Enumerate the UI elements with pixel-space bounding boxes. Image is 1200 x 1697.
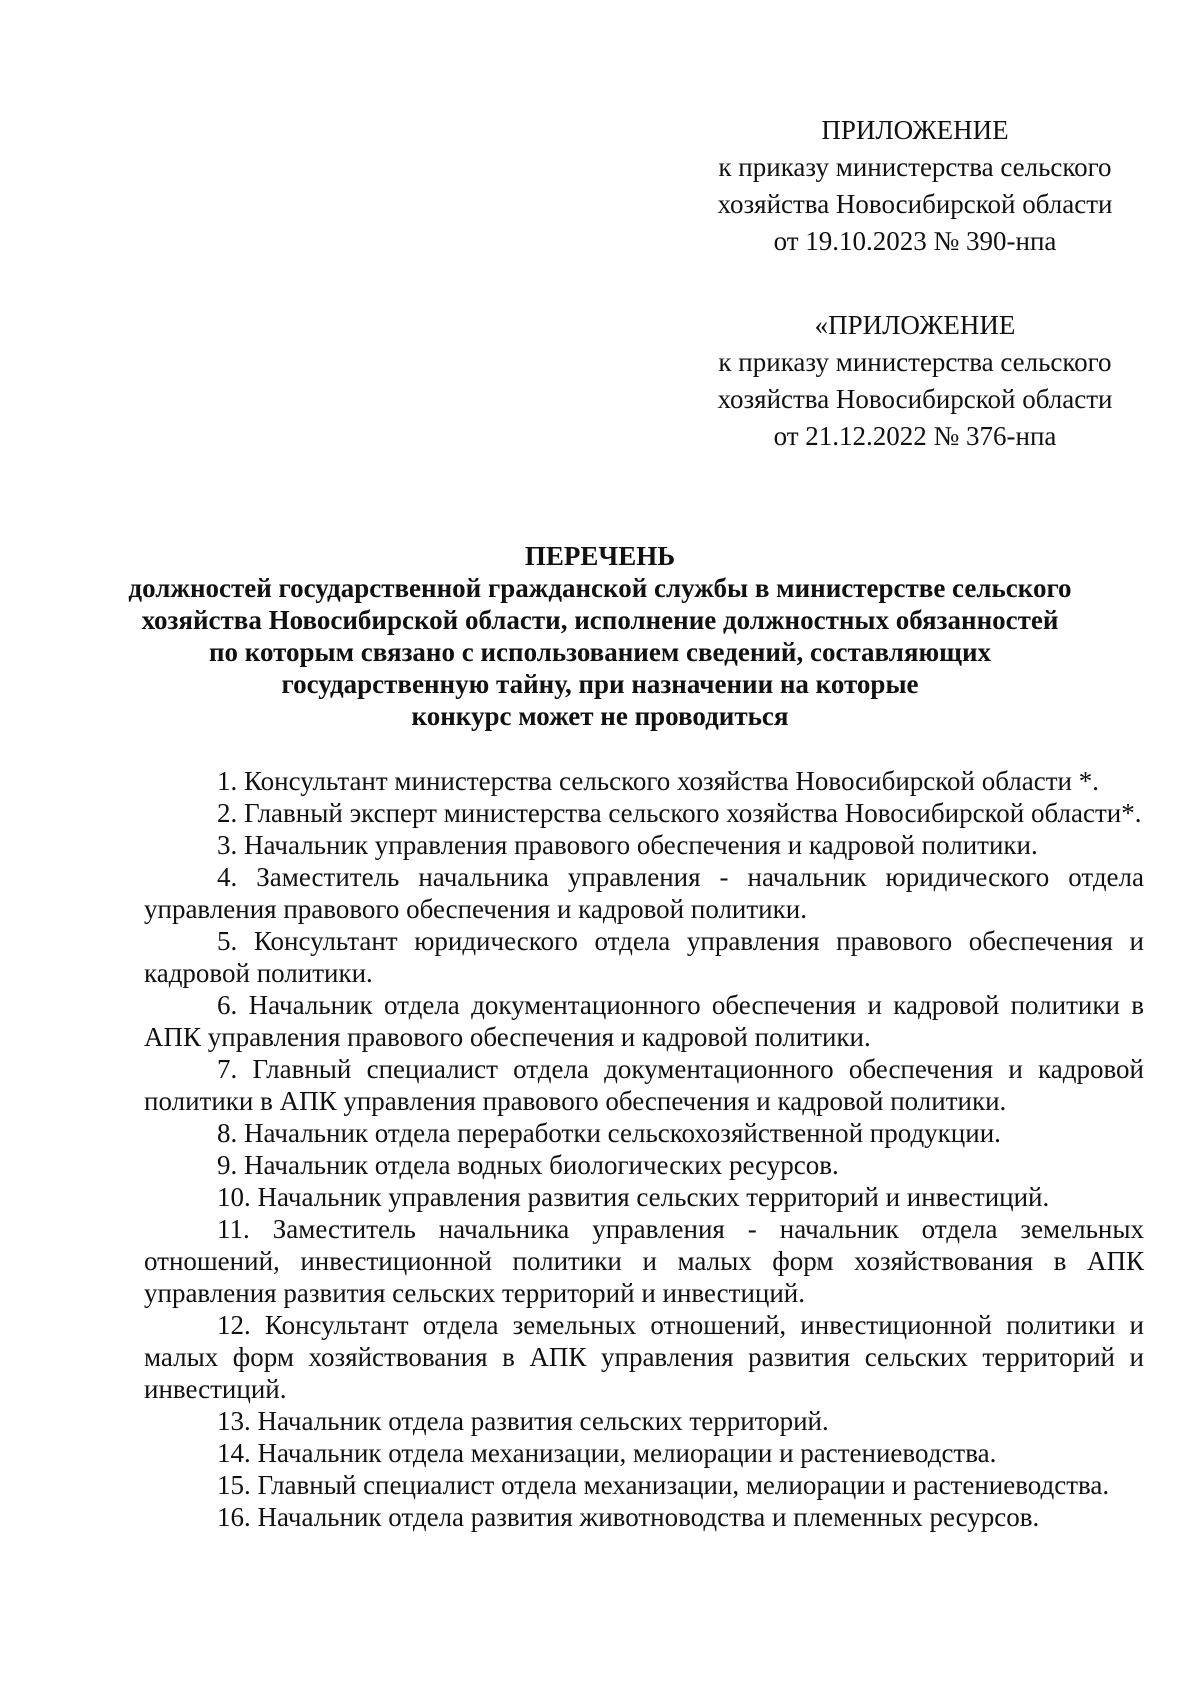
item-number: 13. (217, 1406, 251, 1436)
item-number: 10. (217, 1182, 251, 1212)
list-item (144, 861, 1144, 925)
item-number: 3. (217, 830, 238, 860)
appendix-heading: ПРИЛОЖЕНИЕ (821, 115, 1009, 145)
list-item (144, 1053, 1144, 1117)
list-item (144, 1309, 1144, 1405)
positions-list (144, 765, 1144, 1533)
document-title (100, 540, 1100, 732)
item-text: Главный специалист отдела механизации, мелиорации и растениеводства. (257, 1470, 1110, 1500)
item-text: Главный специалист отдела документационного обеспечения и кадровой политики в АПК управления правового обеспечения и кадровой политики. (144, 1054, 1145, 1116)
item-number: 16. (217, 1502, 251, 1532)
title-line: государственную тайну, при назначении на которые (281, 669, 919, 699)
list-item (144, 1405, 1144, 1437)
item-text: Начальник управления развития сельских территорий и инвестиций. (257, 1182, 1050, 1212)
item-number: 15. (217, 1470, 251, 1500)
item-number: 4. (217, 862, 238, 892)
item-number: 5. (217, 926, 238, 956)
item-number: 7. (217, 1054, 238, 1084)
item-number: 6. (217, 990, 238, 1020)
list-item (144, 797, 1144, 829)
appendix-order-reference: от 19.10.2023 № 390-нпа (773, 226, 1057, 256)
list-item (144, 1149, 1144, 1181)
item-text: Начальник отдела переработки сельскохозяйственной продукции. (244, 1118, 1001, 1148)
list-item (144, 925, 1144, 989)
item-number: 2. (217, 798, 238, 828)
list-item (144, 989, 1144, 1053)
item-text: Начальник управления правового обеспечения и кадровой политики. (244, 830, 1038, 860)
item-text: Начальник отдела документационного обеспечения и кадровой политики в АПК управления правового обеспечения и кадровой политики. (144, 990, 1145, 1052)
item-number: 12. (217, 1310, 251, 1340)
title-line: должностей государственной гражданской службы в министерстве сельского (128, 573, 1072, 603)
appendix-heading: «ПРИЛОЖЕНИЕ (814, 310, 1016, 340)
list-item (144, 765, 1144, 797)
list-item (144, 1501, 1144, 1533)
item-number: 11. (217, 1214, 250, 1244)
item-text: Начальник отдела развития животноводства и племенных ресурсов. (257, 1502, 1040, 1532)
list-item (144, 829, 1144, 861)
title-line: хозяйства Новосибирской области, исполнение должностных обязанностей (141, 605, 1059, 635)
appendix-header-amended (690, 307, 1140, 455)
item-text: Консультант министерства сельского хозяйства Новосибирской области *. (244, 766, 1099, 796)
appendix-line: хозяйства Новосибирской области (717, 189, 1113, 219)
title-line: по которым связано с использованием сведений, составляющих (208, 637, 992, 667)
appendix-line: к приказу министерства сельского (718, 347, 1112, 377)
item-text: Главный эксперт министерства сельского хозяйства Новосибирской области*. (244, 798, 1142, 828)
list-item (144, 1117, 1144, 1149)
list-item (144, 1213, 1144, 1309)
item-text: Начальник отдела механизации, мелиорации и растениеводства. (257, 1438, 997, 1468)
item-text: Консультант юридического отдела управления правового обеспечения и кадровой политики. (144, 926, 1144, 988)
appendix-header-current (690, 112, 1140, 260)
list-item (144, 1469, 1144, 1501)
appendix-line: хозяйства Новосибирской области (717, 384, 1113, 414)
item-number: 8. (217, 1118, 238, 1148)
item-text: Консультант отдела земельных отношений, инвестиционной политики и малых форм хозяйствования в АПК управления развития сельских территорий и инвестиций. (144, 1310, 1144, 1404)
item-text: Заместитель начальника управления - начальник юридического отдела управления правового обеспечения и кадровой политики. (144, 862, 1145, 924)
list-item (144, 1437, 1144, 1469)
item-text: Начальник отдела водных биологических ресурсов. (244, 1150, 839, 1180)
item-text: Начальник отдела развития сельских территорий. (257, 1406, 829, 1436)
item-number: 14. (217, 1438, 251, 1468)
list-item (144, 1181, 1144, 1213)
item-number: 1. (217, 766, 238, 796)
title-line: конкурс может не проводиться (411, 701, 789, 731)
appendix-line: к приказу министерства сельского (718, 152, 1112, 182)
title-heading: ПЕРЕЧЕНЬ (524, 541, 676, 571)
item-number: 9. (217, 1150, 238, 1180)
appendix-order-reference: от 21.12.2022 № 376-нпа (773, 421, 1057, 451)
item-text: Заместитель начальника управления - начальник отдела земельных отношений, инвестиционной политики и малых форм хозяйствования в АПК управления развития сельских территорий и инвестиций. (144, 1214, 1145, 1308)
